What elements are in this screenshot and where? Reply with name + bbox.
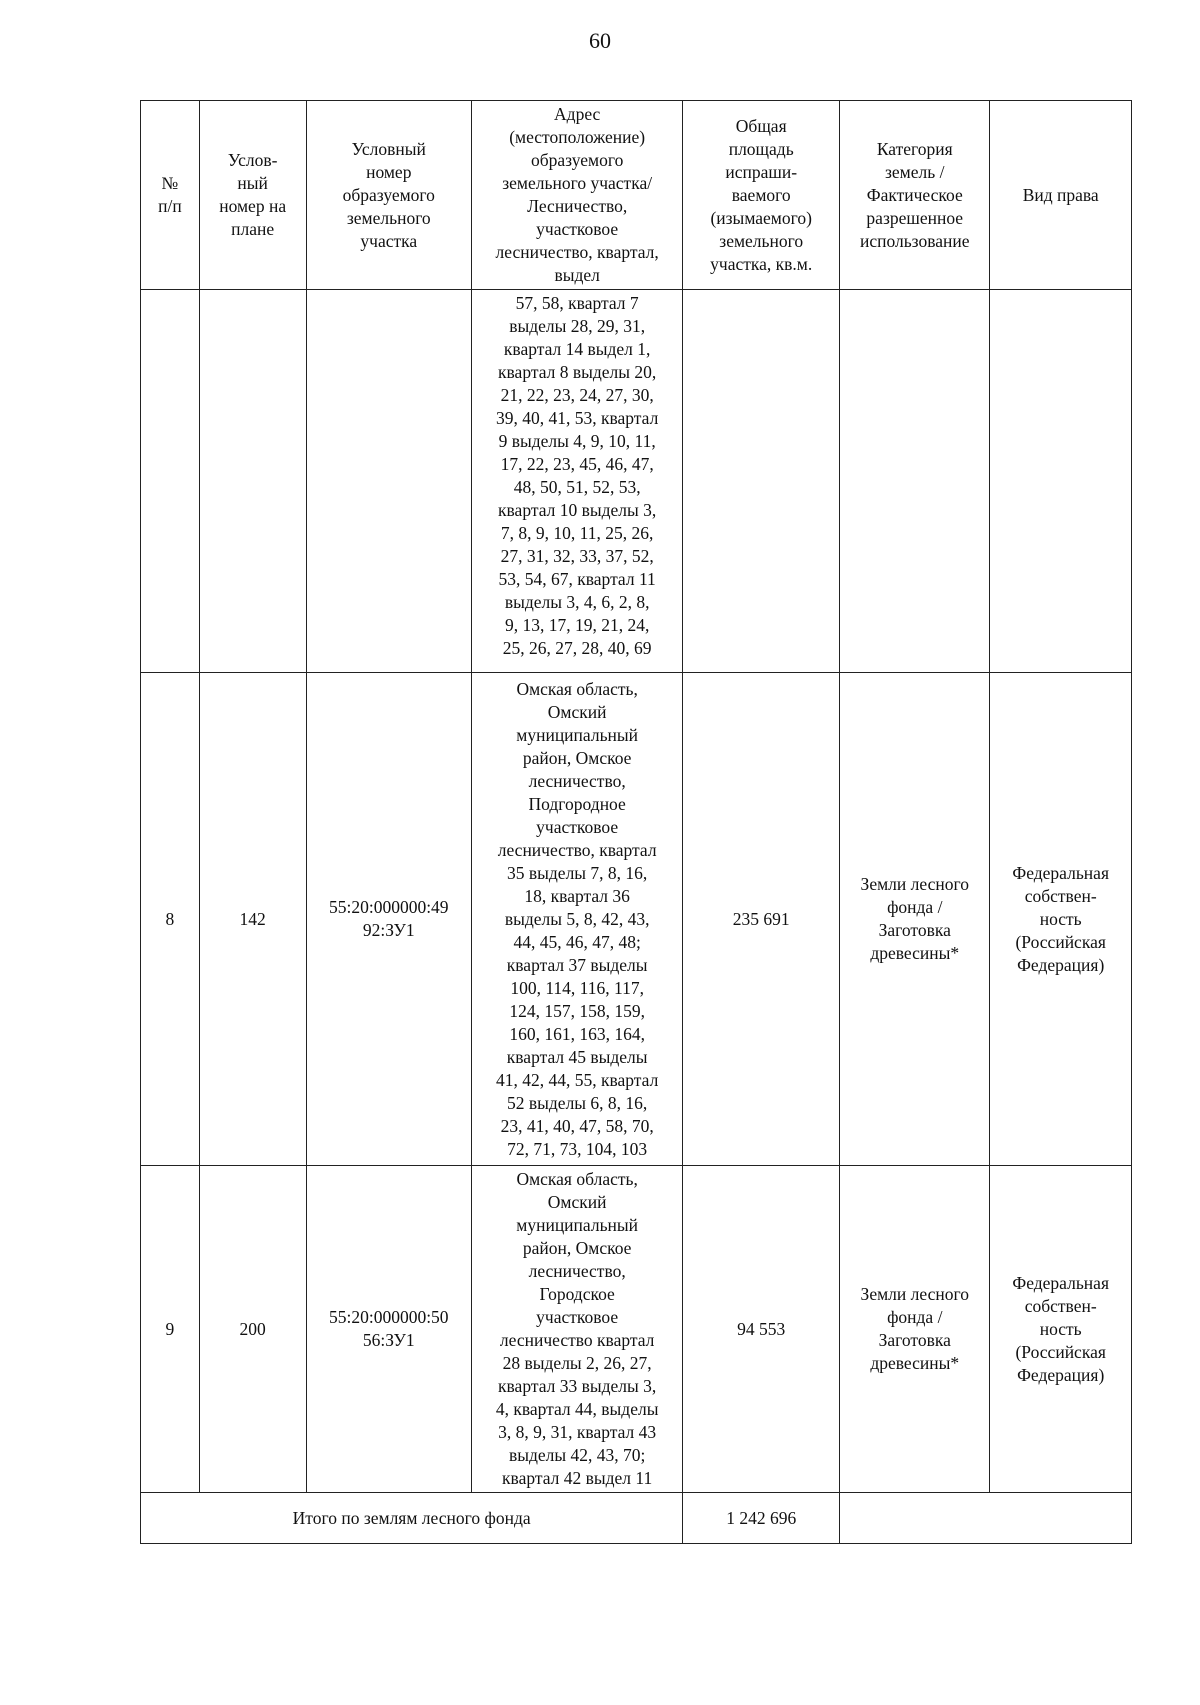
header-address: Адрес (местоположение) образуемого земельного участка/ Лесничество, участковое лесничество, квартал, выдел: [472, 101, 683, 290]
row-plan-number: 200: [199, 1166, 306, 1493]
total-row: [141, 1493, 1132, 1544]
table-row: [141, 673, 1132, 1166]
total-area: 1 242 696: [683, 1493, 840, 1544]
row-right-type: [990, 290, 1132, 673]
header-num: № п/п: [141, 101, 200, 290]
row-num: 8: [141, 673, 200, 1166]
row-conditional-number: 55:20:000000:50 56:ЗУ1: [306, 1166, 472, 1493]
row-right-type: Федеральная собствен- ность (Российская Федерация): [990, 673, 1132, 1166]
row-area: [683, 290, 840, 673]
land-plots-table: [140, 100, 1132, 1544]
row-conditional-number: 55:20:000000:49 92:ЗУ1: [306, 673, 472, 1166]
row-num: 9: [141, 1166, 200, 1493]
row-address: Омская область, Омский муниципальный район, Омское лесничество, Подгородное участковое лесничество, квартал 35 выделы 7, 8, 16, 18, квартал 36 выделы 5, 8, 42, 43, 44, 45, 46, 47, 48; квартал 37 выделы 100, 114, 116, 117, 124, 157, 158, 159, 160, 161, 163, 164, квартал 45 выделы 41, 42, 44, 55, квартал 52 выделы 6, 8, 16, 23, 41, 40, 47, 58, 70, 72, 71, 73, 104, 103: [472, 673, 683, 1166]
table-header-row: [141, 101, 1132, 290]
header-area: Общая площадь испраши- ваемого (изымаемого) земельного участка, кв.м.: [683, 101, 840, 290]
page-number: 60: [589, 28, 611, 53]
header-right-type: Вид права: [990, 101, 1132, 290]
total-label: Итого по землям лесного фонда: [141, 1493, 683, 1544]
table-row: [141, 1166, 1132, 1493]
row-address: Омская область, Омский муниципальный район, Омское лесничество, Городское участковое лесничество квартал 28 выделы 2, 26, 27, квартал 33 выделы 3, 4, квартал 44, выделы 3, 8, 9, 31, квартал 43 выделы 42, 43, 70; квартал 42 выдел 11: [472, 1166, 683, 1493]
row-category: [840, 290, 990, 673]
row-right-type: Федеральная собствен- ность (Российская Федерация): [990, 1166, 1132, 1493]
header-plan-number: Услов- ный номер на плане: [199, 101, 306, 290]
row-address: 57, 58, квартал 7 выделы 28, 29, 31, квартал 14 выдел 1, квартал 8 выделы 20, 21, 22, 23, 24, 27, 30, 39, 40, 41, 53, квартал 9 выделы 4, 9, 10, 11, 17, 22, 23, 45, 46, 47, 48, 50, 51, 52, 53, квартал 10 выделы 3, 7, 8, 9, 10, 11, 25, 26, 27, 31, 32, 33, 37, 52, 53, 54, 67, квартал 11 выделы 3, 4, 6, 2, 8, 9, 13, 17, 19, 21, 24, 25, 26, 27, 28, 40, 69: [472, 290, 683, 673]
header-conditional-number: Условный номер образуемого земельного участка: [306, 101, 472, 290]
row-plan-number: [199, 290, 306, 673]
table-row: [141, 290, 1132, 673]
row-num: [141, 290, 200, 673]
row-plan-number: 142: [199, 673, 306, 1166]
row-category: Земли лесного фонда / Заготовка древесины*: [840, 1166, 990, 1493]
row-conditional-number: [306, 290, 472, 673]
row-category: Земли лесного фонда / Заготовка древесины*: [840, 673, 990, 1166]
row-area: 235 691: [683, 673, 840, 1166]
total-empty: [840, 1493, 1132, 1544]
row-area: 94 553: [683, 1166, 840, 1493]
header-category: Категория земель / Фактическое разрешенное использование: [840, 101, 990, 290]
